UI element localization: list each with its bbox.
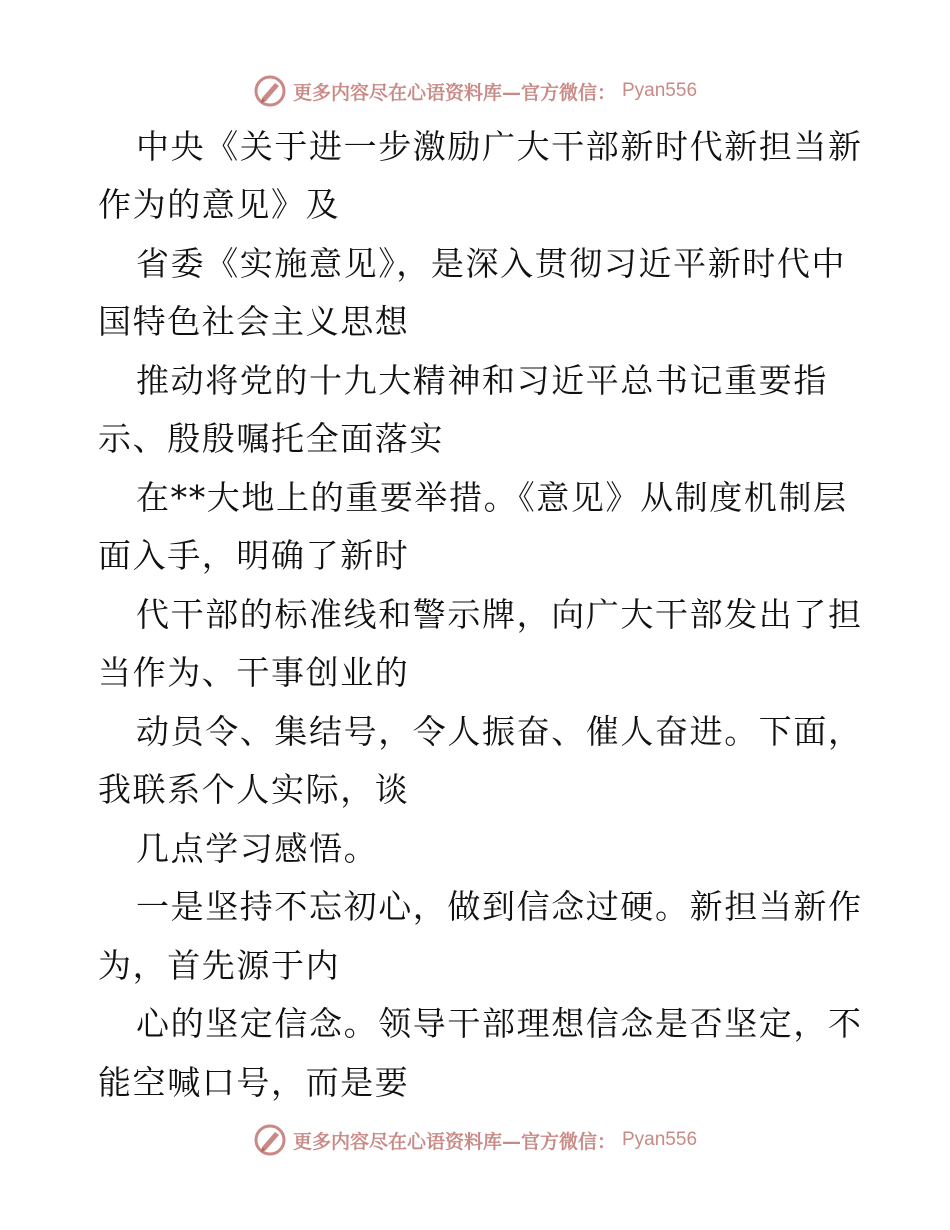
watermark-text: 更多内容尽在心语资料库—官方微信：	[292, 1130, 616, 1153]
text-line: 作为的意见》及	[98, 185, 341, 224]
text-line: 推动将党的十九大精神和习近平总书记重要指	[136, 361, 828, 400]
text-line: 我联系个人实际，谈	[98, 770, 410, 809]
logo-icon	[253, 1123, 287, 1157]
text-line: 几点学习感悟。	[136, 829, 379, 868]
text-line: 代干部的标准线和警示牌，向广大干部发出了担	[136, 595, 863, 634]
text-line: 心的坚定信念。领导干部理想信念是否坚定，不	[136, 1004, 863, 1043]
text-line: 在**大地上的重要举措。《意见》从制度机制层	[136, 478, 848, 517]
text-line: 为，首先源于内	[98, 946, 341, 985]
watermark-text: 更多内容尽在心语资料库—官方微信：	[292, 81, 616, 104]
footer-watermark	[0, 1120, 950, 1160]
text-line: 示、殷殷嘱托全面落实	[98, 419, 444, 458]
text-line: 一是坚持不忘初心，做到信念过硬。新担当新作	[136, 887, 863, 926]
text-line: 当作为、干事创业的	[98, 653, 410, 692]
text-line: 动员令、集结号，令人振奋、催人奋进。下面，	[136, 712, 863, 751]
text-line: 能空喊口号，而是要	[98, 1063, 410, 1102]
text-line: 面入手，明确了新时	[98, 536, 410, 575]
watermark-id: Pyan556	[622, 1129, 698, 1150]
watermark-id: Pyan556	[622, 80, 698, 101]
text-line: 省委《实施意见》，是深入贯彻习近平新时代中	[136, 244, 847, 283]
text-line: 国特色社会主义思想	[98, 302, 410, 341]
text-line: 中央《关于进一步激励广大干部新时代新担当新	[136, 127, 863, 166]
